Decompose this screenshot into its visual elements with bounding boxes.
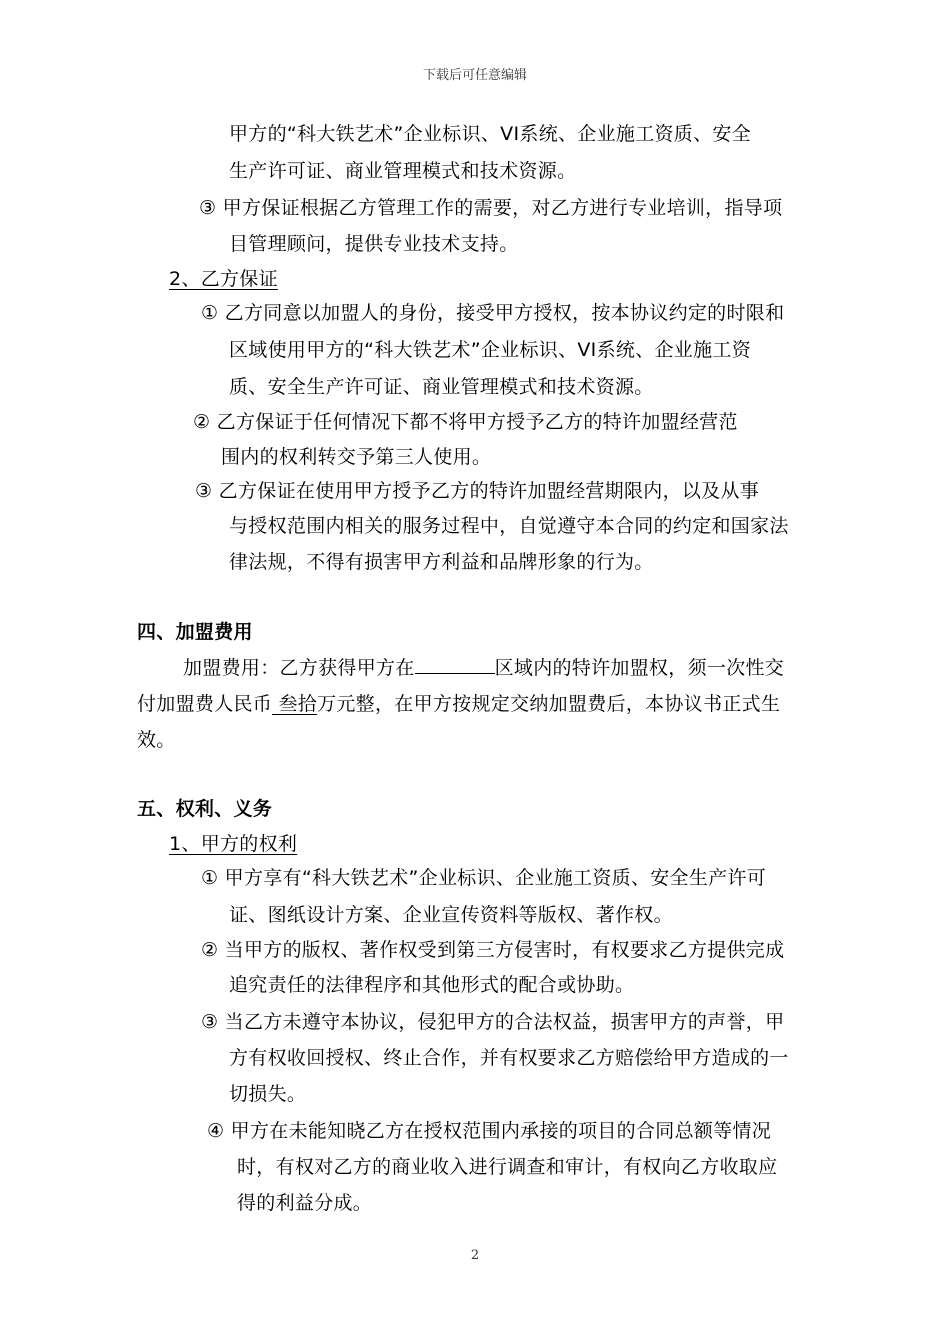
subsection-heading: 2、乙方保证: [169, 268, 278, 290]
paragraph-line: 甲方的“科大铁艺术”企业标识、VI系统、企业施工资质、安全: [229, 123, 751, 145]
list-item: ④ 甲方在未能知晓乙方在授权范围内承接的项目的合同总额等情况: [207, 1120, 772, 1142]
list-item: ② 乙方保证于任何情况下都不将甲方授予乙方的特许加盟经营范: [193, 411, 738, 433]
page-header: 下载后可任意编辑: [422, 68, 527, 83]
paragraph-line: 生产许可证、商业管理模式和技术资源。: [229, 160, 577, 182]
list-item: ③ 甲方保证根据乙方管理工作的需要，对乙方进行专业培训，指导项: [199, 197, 783, 219]
list-item: ① 乙方同意以加盟人的身份，接受甲方授权，按本协议约定的时限和: [201, 302, 785, 324]
paragraph-line: 与授权范围内相关的服务过程中，自觉遵守本合同的约定和国家法: [229, 515, 789, 537]
paragraph-line: 围内的权利转交予第三人使用。: [221, 446, 492, 468]
fee-amount: 叁拾: [272, 693, 318, 715]
list-item: ② 当甲方的版权、著作权受到第三方侵害时，有权要求乙方提供完成: [201, 939, 785, 961]
paragraph-line: 得的利益分成。: [237, 1192, 373, 1214]
paragraph-line: 追究责任的法律程序和其他形式的配合或协助。: [229, 974, 635, 996]
paragraph-line: 效。: [137, 729, 176, 751]
fee-text-end: 万元整，在甲方按规定交纳加盟费后，本协议书正式生: [317, 693, 781, 715]
section-heading: 五、权利、义务: [137, 798, 273, 820]
subsection-heading: 1、甲方的权利: [169, 833, 298, 855]
fee-text-start: 付加盟费人民币: [137, 693, 273, 715]
paragraph-line: 目管理顾问，提供专业技术支持。: [229, 233, 519, 255]
list-item: ③ 当乙方未遵守本协议，侵犯甲方的合法权益，损害甲方的声誉，甲: [201, 1011, 785, 1033]
paragraph-line: 区域使用甲方的“科大铁艺术”企业标识、VI系统、企业施工资: [229, 339, 751, 361]
section-heading: 四、加盟费用: [137, 621, 253, 643]
paragraph-line: 律法规，不得有损害甲方利益和品牌形象的行为。: [229, 551, 654, 573]
blank-field: [415, 655, 495, 674]
list-item: ① 甲方享有“科大铁艺术”企业标识、企业施工资质、安全生产许可: [201, 867, 767, 889]
fee-text-start: 加盟费用：乙方获得甲方在: [183, 657, 415, 679]
paragraph-line: 方有权收回授权、终止合作，并有权要求乙方赔偿给甲方造成的一: [229, 1047, 789, 1069]
page-number: 2: [470, 1248, 480, 1263]
paragraph-line: [183, 655, 784, 680]
paragraph-line: [137, 692, 780, 716]
paragraph-line: 质、安全生产许可证、商业管理模式和技术资源。: [229, 376, 654, 398]
fee-text-end: 区域内的特许加盟权，须一次性交: [494, 657, 785, 679]
paragraph-line: 证、图纸设计方案、企业宣传资料等版权、著作权。: [229, 904, 673, 926]
paragraph-line: 切损失。: [229, 1083, 307, 1105]
paragraph-line: 时，有权对乙方的商业收入进行调查和审计，有权向乙方收取应: [237, 1156, 778, 1178]
list-item: ③ 乙方保证在使用甲方授予乙方的特许加盟经营期限内，以及从事: [195, 480, 760, 502]
